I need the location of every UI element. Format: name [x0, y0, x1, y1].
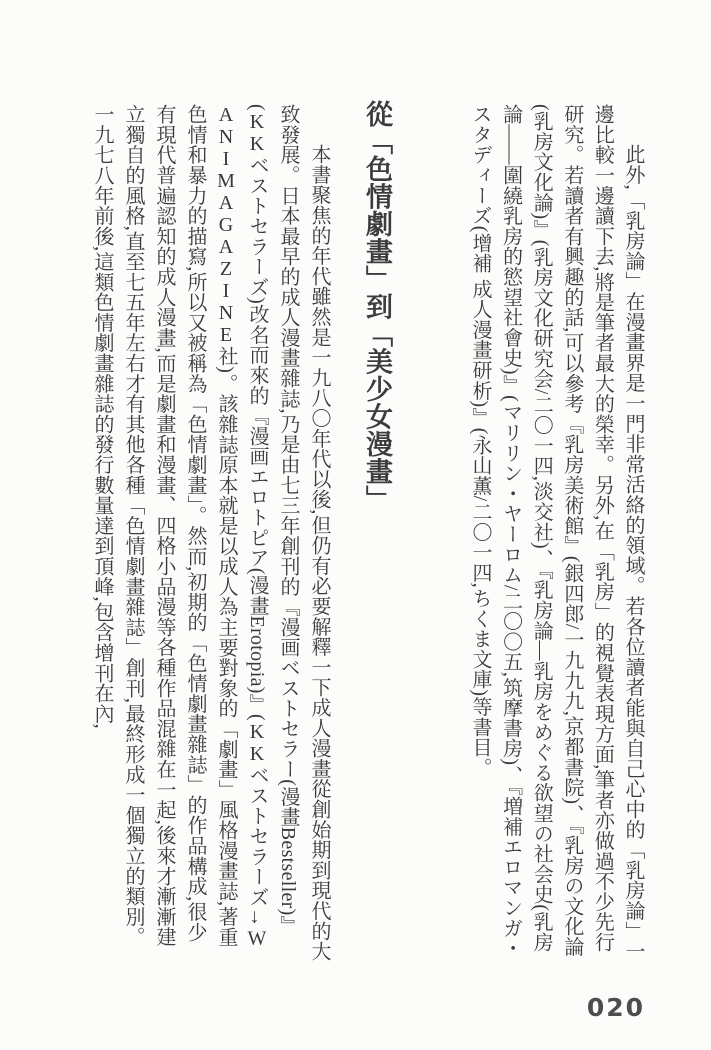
- page-number: 020: [586, 993, 645, 1022]
- body-paragraph: 本書聚焦的年代雖然是一九八〇年代以後,但仍有必要解釋一下成人漫畫從創始期到現代的大致發展。日本最早的成人漫畫雜誌,乃是由七三年創刊的『漫画ベストセラー(漫畫Bestseller)』(KKベストセラーズ)改名而來的『漫画エロトピア(漫畫Erotopia)』(KKベストセラーズ→WANIMAGAZINE社)。該雜誌原本就是以成人為主要對象的「劇畫」風格漫畫誌,著重色情和暴力的描寫,所以又被稱為「色情劇畫」。然而,初期的「色情劇畫雜誌」的作品構成,很少有現代普遍認知的成人漫畫,而是劇畫和漫畫、四格小品漫等各種作品混雜在一起,後來才漸漸建立獨自的風格,直至七五年左右才有其他各種「色情劇畫雜誌」創刊,最終形成一個獨立的類別。一九七八年前後,這類色情劇畫雜誌的發行數量達到頂峰,包含增刊在內,: [91, 104, 330, 962]
- section-heading: 從「色情劇畫」到「美少女漫畫」: [362, 100, 392, 513]
- intro-paragraph: 此外,「乳房論」在漫畫界是一門非常活絡的領域。若各位讀者能與自己心中的「乳房論」一邊比較一邊讀下去,將是筆者最大的榮幸。另外,在「乳房」的視覺表現方面,筆者亦做過不少先行研究。若讀者有興趣的話,可以參考『乳房美術館』(銀四郎/一九九九,京都書院)、『乳房の文化論(乳房文化論)』(乳房文化研究会/二〇一四,淡交社)、『乳房論―乳房をめぐる欲望の社会史(乳房論――圍繞乳房的慾望社會史)』(マリリン・ヤーロム/二〇〇五,筑摩書房)、『増補エロマンガ・スタディーズ(增補 成人漫畫研析)』(永山薫/二〇一四,ちくま文庫)等書目。: [469, 104, 644, 962]
